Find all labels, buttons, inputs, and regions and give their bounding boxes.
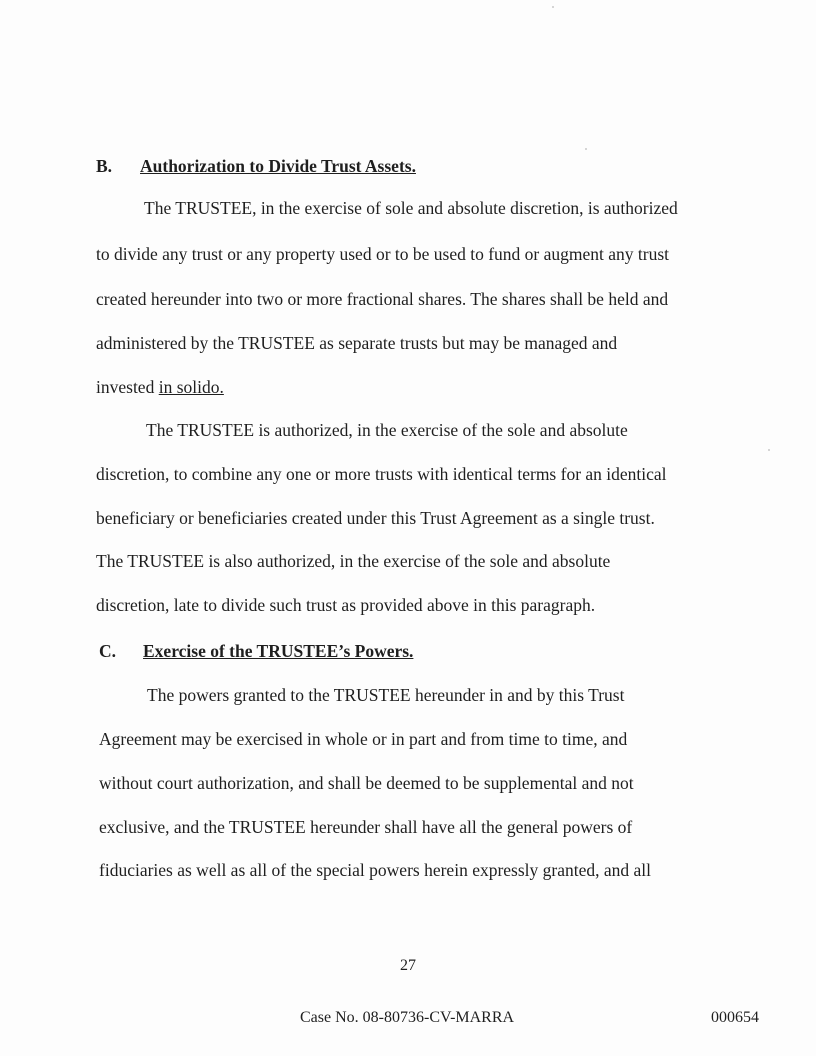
paragraph-line: discretion, late to divide such trust as provided above in this paragraph.	[96, 595, 596, 615]
page-number: 27	[400, 957, 416, 974]
paragraph-line: Agreement may be exercised in whole or in part and from time to time, and	[99, 729, 628, 749]
paragraph-line: The TRUSTEE, in the exercise of sole and absolute discretion, is authorized	[144, 198, 678, 218]
paragraph-line	[96, 376, 224, 398]
section-b-heading	[96, 155, 416, 177]
paragraph-line: The powers granted to the TRUSTEE hereunder in and by this Trust	[147, 685, 625, 705]
paragraph-line: created hereunder into two or more fractional shares. The shares shall be held and	[96, 289, 669, 309]
case-number: Case No. 08-80736-CV-MARRA	[300, 1009, 515, 1026]
section-c-letter: C.	[99, 641, 117, 661]
paragraph-line: without court authorization, and shall be deemed to be supplemental and not	[99, 773, 634, 793]
section-b-title: Authorization to Divide Trust Assets.	[140, 156, 416, 176]
section-c-title: Exercise of the TRUSTEE’s Powers.	[143, 641, 414, 661]
scan-speck	[585, 148, 587, 150]
scan-speck	[552, 6, 554, 8]
bates-number: 000654	[711, 1009, 759, 1026]
paragraph-line: The TRUSTEE is also authorized, in the exercise of the sole and absolute	[96, 551, 611, 571]
paragraph-text: invested	[96, 377, 159, 397]
section-b-letter: B.	[96, 156, 113, 176]
paragraph-line: administered by the TRUSTEE as separate trusts but may be managed and	[96, 333, 618, 353]
paragraph-line: discretion, to combine any one or more trusts with identical terms for an identical	[96, 464, 667, 484]
paragraph-line: beneficiary or beneficiaries created under this Trust Agreement as a single trust.	[96, 508, 655, 528]
paragraph-line: exclusive, and the TRUSTEE hereunder shall have all the general powers of	[99, 817, 633, 837]
paragraph-line: to divide any trust or any property used or to be used to fund or augment any trust	[96, 244, 670, 264]
scan-speck	[768, 449, 770, 451]
paragraph-line: fiduciaries as well as all of the special powers herein expressly granted, and all	[99, 860, 652, 880]
section-c-heading	[99, 640, 413, 662]
paragraph-line: The TRUSTEE is authorized, in the exercise of the sole and absolute	[146, 420, 628, 440]
in-solido-term: in solido.	[158, 377, 224, 397]
